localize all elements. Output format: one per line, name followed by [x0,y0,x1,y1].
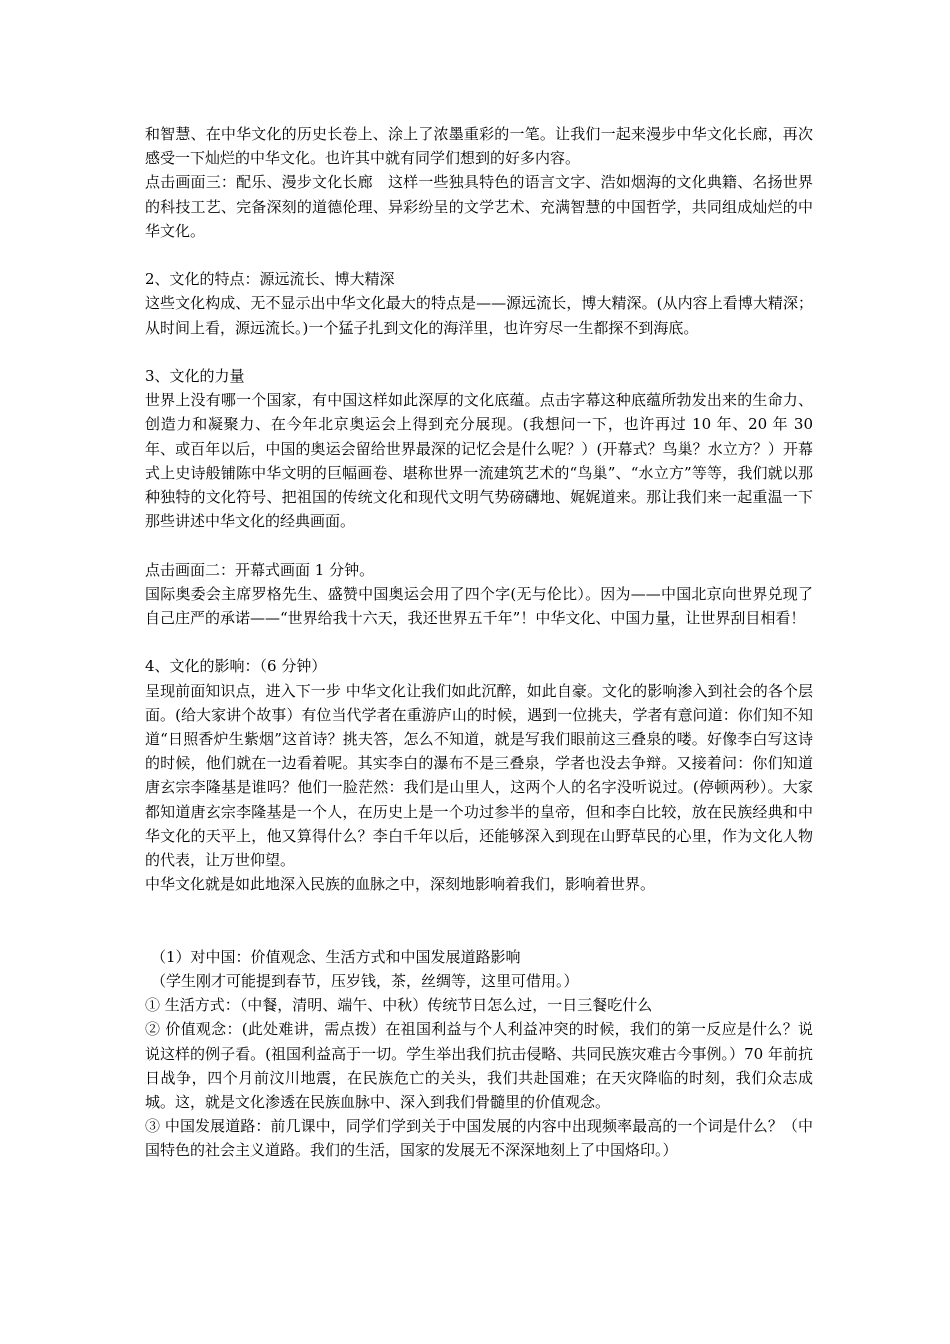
list-item-development-path: ③ 中国发展道路：前几课中，同学们学到关于中国发展的内容中出现频率最高的一个词是什么？（中国特色的社会主义道路。我们的生活，国家的发展无不深深地刻上了中国烙印。） [145,1117,813,1160]
paragraph-culture-influence-summary: 中华文化就是如此地深入民族的血脉之中，深刻地影响着我们，影响着世界。 [145,875,656,894]
heading-culture-influence: 4、文化的影响：（6 分钟） [145,657,327,676]
blank-line [145,340,813,364]
paragraph-culture-features: 这些文化构成、无不显示出中华文化最大的特点是——源远流长，博大精深。(从内容上看博大精深；从时间上看，源远流长。)一个猛子扎到文化的海洋里，也许穷尽一生都探不到海底。 [145,294,813,337]
list-item-values: ② 价值观念：(此处难讲，需点拨）在祖国利益与个人利益冲突的时候，我们的第一反应是什么？说说这样的例子看。(祖国利益高于一切。学生举出我们抗击侵略、共同民族灾难古今事例。）70 年前抗日战争，四个月前汶川地震，在民族危亡的关头，我们共赴国难；在天灾降临的时刻，我们众志成城。这，就是文化渗透在民族血脉中、深入到我们骨髓里的价值观念。 [145,1020,813,1112]
blank-lines [145,896,813,944]
heading-culture-features: 2、文化的特点：源远流长、博大精深 [145,270,395,289]
blank-line [145,243,813,267]
heading-influence-on-china: （1）对中国：价值观念、生活方式和中国发展道路影响 [151,947,521,966]
blank-line [145,533,813,557]
paragraph-scene-two: 点击画面二：开幕式画面 1 分钟。 [145,560,375,579]
blank-line [145,630,813,654]
paragraph-culture-power: 世界上没有哪一个国家，有中国这样如此深厚的文化底蕴。点击字幕这种底蕴所勃发出来的生命力、创造力和凝聚力、在今年北京奥运会上得到充分展现。(我想问一下，也许再过 10 年、20 年 30 年、或百年以后，中国的奥运会留给世界最深的记忆会是什么呢？）(开幕式？鸟巢？水立方？）开幕式上史诗般铺陈中华文明的巨幅画卷、堪称世界一流建筑艺术的“鸟巢”、“水立方”等等，我们就以那种独特的文化符号、把祖国的传统文化和现代文明气势磅礴地、娓娓道来。那让我们来一起重温一下那些讲述中华文化的经典画面。 [145,391,813,531]
document-page [145,122,813,1163]
paragraph-scene-three: 点击画面三：配乐、漫步文化长廊 这样一些独具特色的语言文字、浩如烟海的文化典籍、名扬世界的科技工艺、完备深刻的道德伦理、异彩纷呈的文学艺术、充满智慧的中国哲学，共同组成灿烂的中华文化。 [145,173,813,240]
paragraph-ioc-praise: 国际奥委会主席罗格先生、盛赞中国奥运会用了四个字(无与伦比）。因为——中国北京向世界兑现了自己庄严的承诺——“世界给我十六天，我还世界五千年”！中华文化、中国力量，让世界刮目相看！ [145,584,813,628]
paragraph-student-examples: （学生刚才可能提到春节，压岁钱，茶，丝绸等，这里可借用。） [151,972,579,991]
paragraph-intro-continued: 和智慧、在中华文化的历史长卷上、涂上了浓墨重彩的一笔。让我们一起来漫步中华文化长廊，再次感受一下灿烂的中华文化。也许其中就有同学们想到的好多内容。 [145,125,813,168]
heading-culture-power: 3、文化的力量 [145,367,245,385]
paragraph-culture-influence-story: 呈现前面知识点，进入下一步 中华文化让我们如此沉醉，如此自豪。文化的影响渗入到社会的各个层面。(给大家讲个故事）有位当代学者在重游庐山的时候，遇到一位挑夫，学者有意问道：你们知不知道“日照香炉生紫烟”这首诗？挑夫答，怎么不知道，就是写我们眼前这三叠泉的喽。好像李白写这诗的时候，他们就在一边看着呢。其实李白的瀑布不是三叠泉，学者也没去争辩。又接着问：你们知道唐玄宗李隆基是谁吗？他们一脸茫然：我们是山里人，这两个人的名字没听说过。(停顿两秒）。大家都知道唐玄宗李隆基是一个人，在历史上是一个功过参半的皇帝，但和李白比较，放在民族经典和中华文化的天平上，他又算得什么？李白千年以后，还能够深入到现在山野草民的心里，作为文化人物的代表，让万世仰望。 [145,681,813,870]
list-item-lifestyle: ① 生活方式：（中餐，清明、端午、中秋）传统节日怎么过，一日三餐吃什么 [145,996,653,1015]
